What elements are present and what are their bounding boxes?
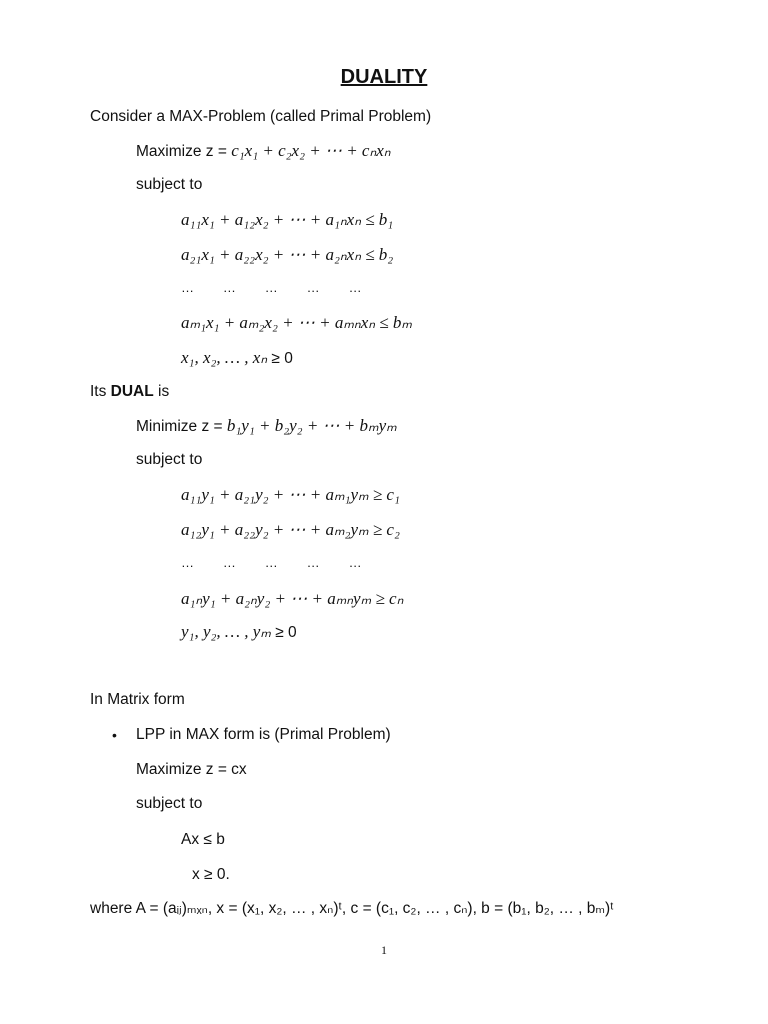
dual-intro-suffix: is xyxy=(153,383,170,400)
dual-intro xyxy=(90,382,169,402)
dual-objective-label: Minimize z = xyxy=(136,418,227,435)
dual-objective-expression: b₁y₁ + b₂y₂ + ⋯ + bₘyₘ xyxy=(226,416,397,435)
primal-objective xyxy=(136,141,391,162)
matrix-constraint: Ax ≤ b xyxy=(181,831,225,848)
dual-subject-to: subject to xyxy=(136,451,203,468)
primal-nonneg-bound: ≥ 0 xyxy=(267,350,293,367)
matrix-nonnegativity: x ≥ 0. xyxy=(192,866,230,883)
dual-intro-bold: DUAL xyxy=(110,383,154,400)
primal-objective-label: Maximize z = xyxy=(136,143,232,160)
matrix-definitions: where A = (aᵢⱼ)ₘₓₙ, x = (x₁, x₂, … , xₙ)ᵗ, c = (c₁, c₂, … , cₙ), b = (b₁, b₂, … , bₘ)ᵗ xyxy=(90,900,614,917)
dual-constraint-2: a₁₂y₁ + a₂₂y₂ + ⋯ + aₘ₂yₘ ≥ c₂ xyxy=(181,520,400,539)
dual-ellipsis-row: … … … … … xyxy=(181,555,362,570)
dual-objective xyxy=(136,416,397,437)
primal-variables: x₁, x₂, … , xₙ xyxy=(181,348,268,367)
primal-constraint-2: a₂₁x₁ + a₂₂x₂ + ⋯ + a₂ₙxₙ ≤ b₂ xyxy=(181,245,394,264)
primal-nonnegativity xyxy=(181,348,293,369)
dual-variables: y₁, y₂, … , yₘ xyxy=(181,622,271,641)
matrix-heading: In Matrix form xyxy=(90,691,185,708)
intro-text: Consider a MAX-Problem (called Primal Problem) xyxy=(90,108,432,125)
dual-nonnegativity xyxy=(181,622,297,643)
page-title: DUALITY xyxy=(340,66,428,88)
primal-objective-expression: c₁x₁ + c₂x₂ + ⋯ + cₙxₙ xyxy=(231,141,391,160)
bullet-icon: • xyxy=(112,727,117,743)
primal-constraint-1: a₁₁x₁ + a₁₂x₂ + ⋯ + a₁ₙxₙ ≤ b₁ xyxy=(181,210,394,229)
dual-nonneg-bound: ≥ 0 xyxy=(270,624,297,641)
dual-constraint-1: a₁₁y₁ + a₂₁y₂ + ⋯ + aₘ₁yₘ ≥ c₁ xyxy=(181,485,400,504)
dual-constraint-n: a₁ₙy₁ + a₂ₙy₂ + ⋯ + aₘₙyₘ ≥ cₙ xyxy=(181,589,404,608)
matrix-bullet-text: LPP in MAX form is (Primal Problem) xyxy=(136,726,391,743)
primal-subject-to: subject to xyxy=(136,176,203,193)
matrix-subject-to: subject to xyxy=(136,795,203,812)
primal-ellipsis-row: … … … … … xyxy=(181,280,362,295)
dual-intro-prefix: Its xyxy=(90,383,111,400)
page-number: 1 xyxy=(381,943,387,957)
primal-constraint-m: aₘ₁x₁ + aₘ₂x₂ + ⋯ + aₘₙxₙ ≤ bₘ xyxy=(181,313,412,332)
matrix-objective: Maximize z = cx xyxy=(136,761,247,778)
